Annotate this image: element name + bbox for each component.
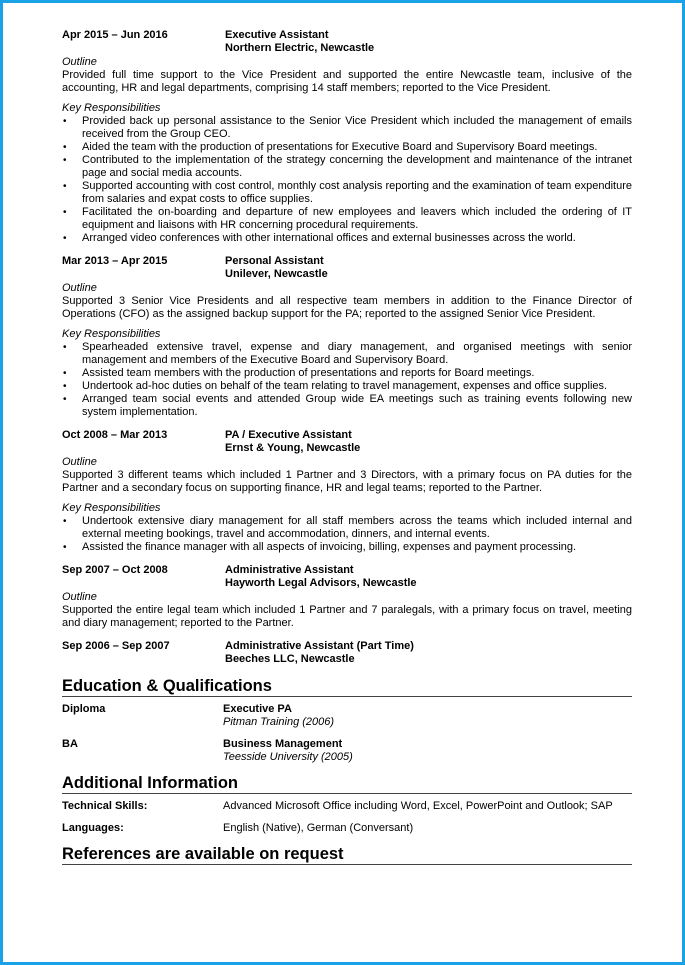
bullet-icon: • [63,342,67,353]
education-institution: Pitman Training (2006) [223,716,335,728]
job-entry [62,29,632,245]
education-level: Diploma [62,703,106,715]
outline-text: Provided full time support to the Vice President and supported the entire Newcastle team, inclusive of the accounting, HR and legal departments, comprising 14 staff members; reported to the Vice President. [62,69,632,94]
responsibility-list [62,515,632,554]
list-item: • Spearheaded extensive travel, expense and diary management, and organised meetings with senior management and members of the Executive Board and Supervisory Board. [63,341,632,366]
list-item: • Assisted the finance manager with all aspects of invoicing, billing, expenses and payment processing. [63,541,577,553]
job-dates: Oct 2008 – Mar 2013 [62,429,168,441]
list-item: • Undertook extensive diary management for all staff members across the teams which included internal and external meeting bookings, travel and accommodation, dinners, and internal events. [63,515,632,540]
job-header [62,640,632,666]
list-item: • Undertook ad-hoc duties on behalf of the team relating to travel management, expenses and office supplies. [63,380,608,392]
job-company: Northern Electric, Newcastle [225,42,375,54]
education-level: BA [62,738,78,750]
job-header [62,255,632,281]
list-item: • Provided back up personal assistance to the Senior Vice President which included the management of emails received from the Group CEO. [63,115,632,140]
job-header [62,564,632,590]
bullet-icon: • [63,381,67,392]
list-item: • Facilitated the on-boarding and departure of new employees and leavers which included the ordering of IT equipment and liaisons with HR concerning procedural requirements. [63,206,632,231]
outline-text: Supported 3 different teams which included 1 Partner and 3 Directors, with a primary focus on PA duties for the Partner and a secondary focus on supporting finance, HR and legal teams; reported to the Partner. [62,469,632,494]
key-responsibilities-label: Key Responsibilities [62,102,161,114]
job-header [62,429,632,455]
job-company: Beeches LLC, Newcastle [225,653,355,665]
education-item [62,738,632,764]
bullet-icon: • [63,207,67,218]
job-entry [62,640,632,666]
bullet-icon: • [63,181,67,192]
list-item: • Arranged team social events and attended Group wide EA meetings such as training events following new system implementation. [63,393,632,418]
outline-text: Supported 3 Senior Vice Presidents and all respective team members in addition to the Finance Director of Operations (CFO) as the assigned backup support for the PA; reported to the assigned Senior Vice President. [62,295,632,320]
job-header [62,29,632,55]
education-heading: Education & Qualifications [62,676,632,697]
info-value: Advanced Microsoft Office including Word, Excel, PowerPoint and Outlook; SAP [223,800,613,812]
outline-text: Supported the entire legal team which included 1 Partner and 7 paralegals, with a primary focus on travel, meeting and diary management; reported to the Partner. [62,604,632,629]
info-value: English (Native), German (Conversant) [223,822,414,834]
bullet-icon: • [63,116,67,127]
job-title: Administrative Assistant [225,564,354,576]
bullet-icon: • [63,142,67,153]
responsibility-list [62,341,632,419]
job-title: Personal Assistant [225,255,324,267]
responsibility-list [62,115,632,245]
references-heading: References are available on request [62,844,632,865]
bullet-icon: • [63,542,67,553]
list-item: • Arranged video conferences with other international offices and external businesses across the world. [63,232,576,244]
key-responsibilities-label: Key Responsibilities [62,502,161,514]
list-item: • Assisted team members with the production of presentations and reports for Board meetings. [63,367,535,379]
bullet-icon: • [63,394,67,405]
job-dates: Sep 2007 – Oct 2008 [62,564,168,576]
bullet-icon: • [63,516,67,527]
job-title: Executive Assistant [225,29,329,41]
job-dates: Apr 2015 – Jun 2016 [62,29,168,41]
education-degree: Business Management [223,738,343,750]
education-item [62,703,632,729]
list-item: • Aided the team with the production of presentations for Executive Board and Supervisory Board meetings. [63,141,598,153]
job-title: PA / Executive Assistant [225,429,352,441]
cv-content [62,29,632,871]
job-company: Ernst & Young, Newcastle [225,442,361,454]
job-title: Administrative Assistant (Part Time) [225,640,414,652]
education-institution: Teesside University (2005) [223,751,353,763]
outline-label: Outline [62,56,97,68]
info-label: Languages: [62,822,124,834]
info-row [62,800,632,813]
list-item: • Supported accounting with cost control, monthly cost analysis reporting and the examination of team expenditure from salaries and expat costs to office supplies. [63,180,632,205]
info-label: Technical Skills: [62,800,148,812]
additional-info-heading: Additional Information [62,773,632,794]
list-item: • Contributed to the implementation of the strategy concerning the development and maintenance of the intranet page and social media accounts. [63,154,632,179]
outline-label: Outline [62,456,97,468]
education-degree: Executive PA [223,703,292,715]
job-company: Unilever, Newcastle [225,268,328,280]
job-dates: Mar 2013 – Apr 2015 [62,255,168,267]
bullet-icon: • [63,155,67,166]
job-entry [62,429,632,554]
key-responsibilities-label: Key Responsibilities [62,328,161,340]
bullet-icon: • [63,233,67,244]
info-row [62,822,632,835]
job-company: Hayworth Legal Advisors, Newcastle [225,577,417,589]
outline-label: Outline [62,282,97,294]
job-entry [62,564,632,630]
outline-label: Outline [62,591,97,603]
bullet-icon: • [63,368,67,379]
job-dates: Sep 2006 – Sep 2007 [62,640,170,652]
job-entry [62,255,632,419]
